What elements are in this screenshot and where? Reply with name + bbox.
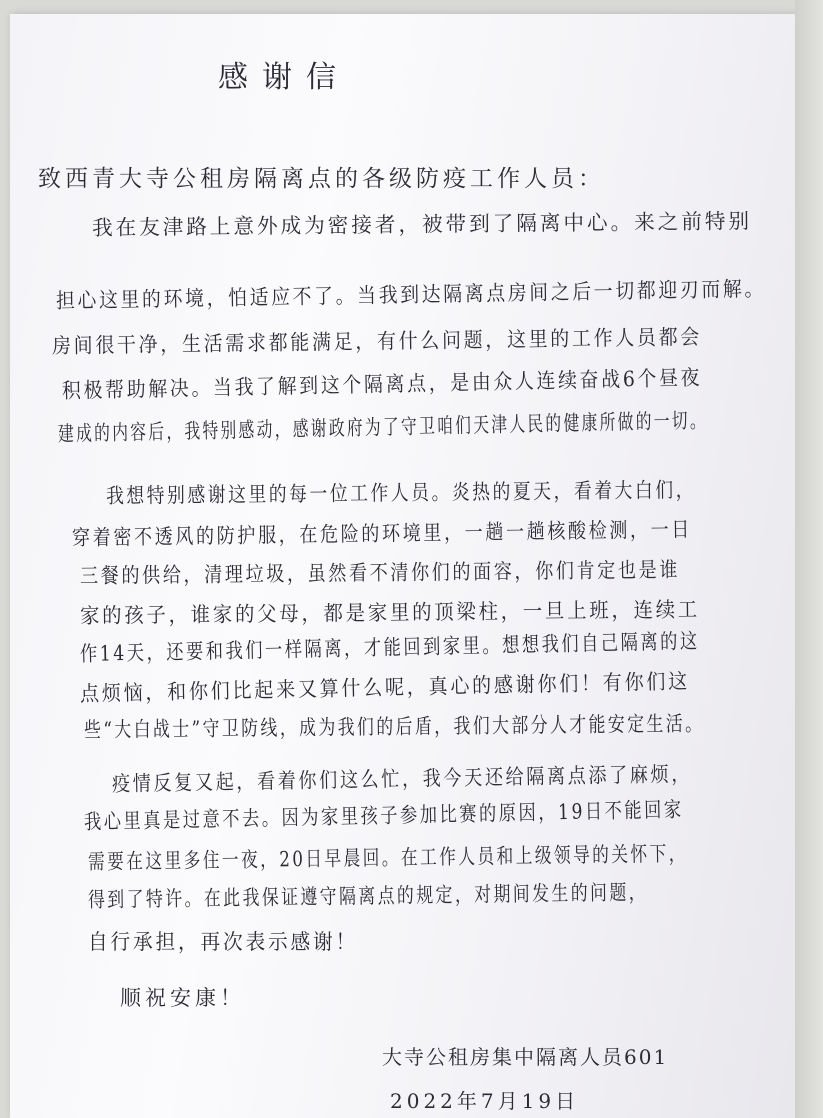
letter-body-line: 穿着密不透风的防护服，在危险的环境里，一趟一趟核酸检测，一日 bbox=[71, 517, 693, 550]
letter-body-line: 担心这里的环境，怕适应不了。当我到达隔离点房间之后一切都迎刃而解。 bbox=[55, 276, 767, 313]
letter-body-line: 些“大白战士”守卫防线，成为我们的后盾，我们大部分人才能安定生活。 bbox=[83, 711, 705, 742]
letter-greeting: 致西青大寺公租房隔离点的各级防疫工作人员： bbox=[38, 166, 605, 192]
letter-title: 感谢信 bbox=[218, 60, 350, 95]
letter-body-line: 房间很干净，生活需求都能满足，有什么问题，这里的工作人员都会 bbox=[51, 324, 703, 358]
letter-body-line: 我想特别感谢这里的每一位工作人员。炎热的夏天，看着大白们， bbox=[105, 477, 697, 508]
letter-body-line: 建成的内容后，我特别感动，感谢政府为了守卫咱们天津人民的健康所做的一切。 bbox=[57, 408, 709, 446]
letter-body-line: 我心里真是过意不去。因为家里孩子参加比赛的原因，19日不能回家 bbox=[83, 797, 684, 834]
background-surface bbox=[795, 0, 823, 1118]
letter-body-line: 积极帮助解决。当我了解到这个隔离点，是由众人连续奋战6个昼夜 bbox=[61, 365, 703, 403]
letter-body-line: 家的孩子，谁家的父母，都是家里的顶梁柱，一旦上班，连续工 bbox=[79, 597, 701, 628]
letter-body-line: 点烦恼，和你们比起来又算什么呢，真心的感谢你们！有你们这 bbox=[79, 669, 691, 706]
letter-body-line: 疫情反复又起，看着你们这么忙，我今天还给隔离点添了麻烦， bbox=[111, 761, 693, 796]
letter-body-line: 需要在这里多住一夜，20日早晨回。在工作人员和上级领导的关怀下， bbox=[87, 841, 688, 874]
letter-body-line: 作14天，还要和我们一样隔离，才能回到家里。想想我们自己隔离的这 bbox=[79, 629, 700, 666]
letter-body-line: 自行承担，再次表示感谢！ bbox=[88, 930, 358, 954]
letter-closing: 顺祝安康！ bbox=[120, 986, 245, 1010]
letter-date: 2022年7月19日 bbox=[390, 1089, 580, 1113]
letter-body-line: 三餐的供给，清理垃圾，虽然看不清你们的面容，你们肯定也是谁 bbox=[79, 557, 681, 588]
letter-signature: 大寺公租房集中隔离人员601 bbox=[382, 1045, 669, 1069]
letter-body-line: 我在友津路上意外成为密接者，被带到了隔离中心。来之前特别 bbox=[91, 209, 753, 240]
letter-body-line: 得到了特许。在此我保证遵守隔离点的规定，对期间发生的问题， bbox=[87, 880, 649, 912]
